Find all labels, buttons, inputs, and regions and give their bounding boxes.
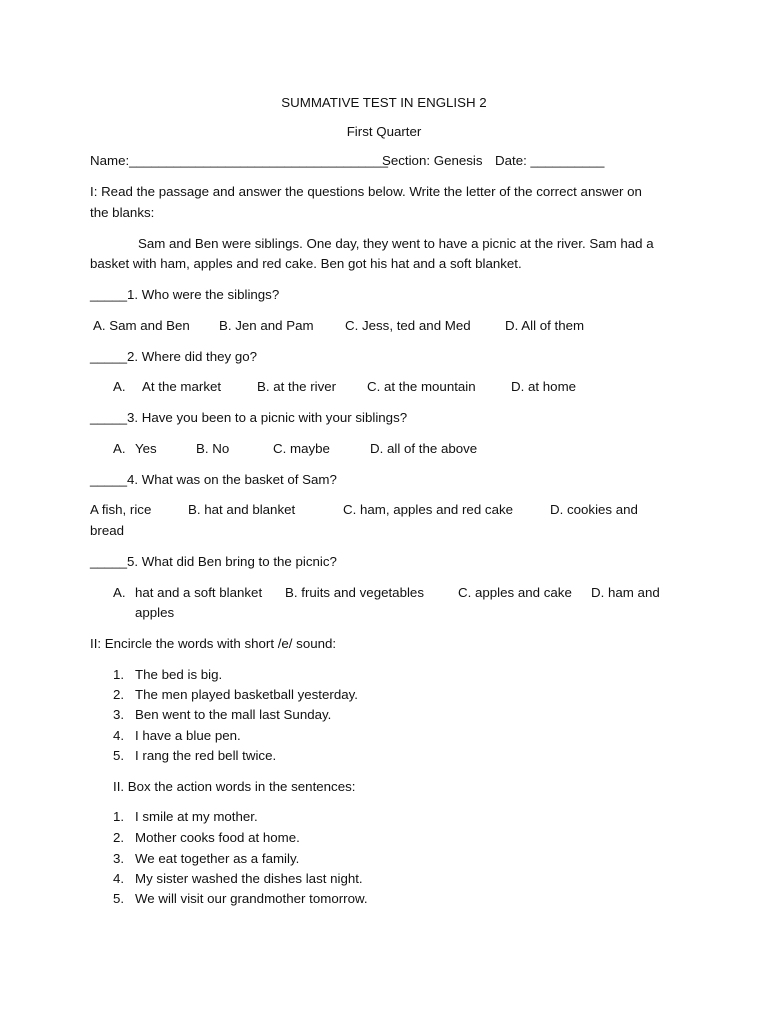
part2-item-2-text: The men played basketball yesterday.: [135, 687, 358, 702]
part3-item-5-number: 5.: [113, 891, 125, 906]
name-field-label: Name:___________________________________: [90, 153, 388, 168]
q5-option-a: hat and a soft blanket: [135, 585, 263, 600]
q2-option-a: At the market: [142, 379, 222, 394]
part2-item-5-number: 5.: [113, 748, 125, 763]
part2-item-1-text: The bed is big.: [135, 667, 223, 682]
question-3: _____3. Have you been to a picnic with your siblings?: [90, 410, 408, 425]
part2-item-1-number: 1.: [113, 667, 125, 682]
q3-option-a: Yes: [135, 441, 157, 456]
passage-line1: Sam and Ben were siblings. One day, they went to have a picnic at the river. Sam had a: [138, 236, 654, 251]
part2-item-2-number: 2.: [113, 687, 125, 702]
question-1: _____1. Who were the siblings?: [90, 287, 280, 302]
part1-instruction-line2: the blanks:: [90, 205, 155, 220]
q2-option-b: B. at the river: [257, 379, 337, 394]
part2-item-4-number: 4.: [113, 728, 125, 743]
document-subtitle: First Quarter: [346, 124, 422, 139]
q1-option-c: C. Jess, ted and Med: [345, 318, 471, 333]
q3-option-a-letter: A.: [113, 441, 126, 456]
q3-option-b: B. No: [196, 441, 230, 456]
question-5: _____5. What did Ben bring to the picnic?: [90, 554, 337, 569]
document-title: SUMMATIVE TEST IN ENGLISH 2: [281, 95, 487, 110]
q4-option-a: A fish, rice: [90, 502, 152, 517]
q1-option-b: B. Jen and Pam: [219, 318, 314, 333]
part2-item-4-text: I have a blue pen.: [135, 728, 241, 743]
part3-item-1-text: I smile at my mother.: [135, 809, 258, 824]
part1-instruction-line1: I: Read the passage and answer the questions below. Write the letter of the correct answer on: [90, 184, 642, 199]
q5-option-d: D. ham and: [591, 585, 660, 600]
date-field-label: Date: __________: [495, 153, 605, 168]
part3-item-3-number: 3.: [113, 851, 125, 866]
part2-item-3-text: Ben went to the mall last Sunday.: [135, 707, 332, 722]
q3-option-c: C. maybe: [273, 441, 330, 456]
q5-option-a-letter: A.: [113, 585, 126, 600]
part3-item-3-text: We eat together as a family.: [135, 851, 300, 866]
part3-item-1-number: 1.: [113, 809, 125, 824]
q2-option-d: D. at home: [511, 379, 577, 394]
q1-option-a: A. Sam and Ben: [93, 318, 190, 333]
part3-item-2-number: 2.: [113, 830, 125, 845]
part2-item-5-text: I rang the red bell twice.: [135, 748, 277, 763]
q5-option-d-continued: apples: [135, 605, 175, 620]
part3-item-4-text: My sister washed the dishes last night.: [135, 871, 363, 886]
q4-option-d: D. cookies and: [550, 502, 638, 517]
q4-option-d-continued: bread: [90, 523, 125, 538]
part3-item-4-number: 4.: [113, 871, 125, 886]
q5-option-c: C. apples and cake: [458, 585, 572, 600]
q1-option-d: D. All of them: [505, 318, 585, 333]
q4-option-b: B. hat and blanket: [188, 502, 296, 517]
q5-option-b: B. fruits and vegetables: [285, 585, 424, 600]
q2-option-a-letter: A.: [113, 379, 126, 394]
q2-option-c: C. at the mountain: [367, 379, 476, 394]
part3-item-5-text: We will visit our grandmother tomorrow.: [135, 891, 368, 906]
question-4: _____4. What was on the basket of Sam?: [90, 472, 337, 487]
q4-option-c: C. ham, apples and red cake: [343, 502, 514, 517]
q3-option-d: D. all of the above: [370, 441, 478, 456]
part2-item-3-number: 3.: [113, 707, 125, 722]
section-field-label: Section: Genesis: [382, 153, 483, 168]
question-2: _____2. Where did they go?: [90, 349, 258, 364]
part2-instruction: II: Encircle the words with short /e/ sound:: [90, 636, 337, 651]
passage-line2: basket with ham, apples and red cake. Ben got his hat and a soft blanket.: [90, 256, 522, 271]
part3-item-2-text: Mother cooks food at home.: [135, 830, 300, 845]
part3-instruction: II. Box the action words in the sentences:: [113, 779, 356, 794]
